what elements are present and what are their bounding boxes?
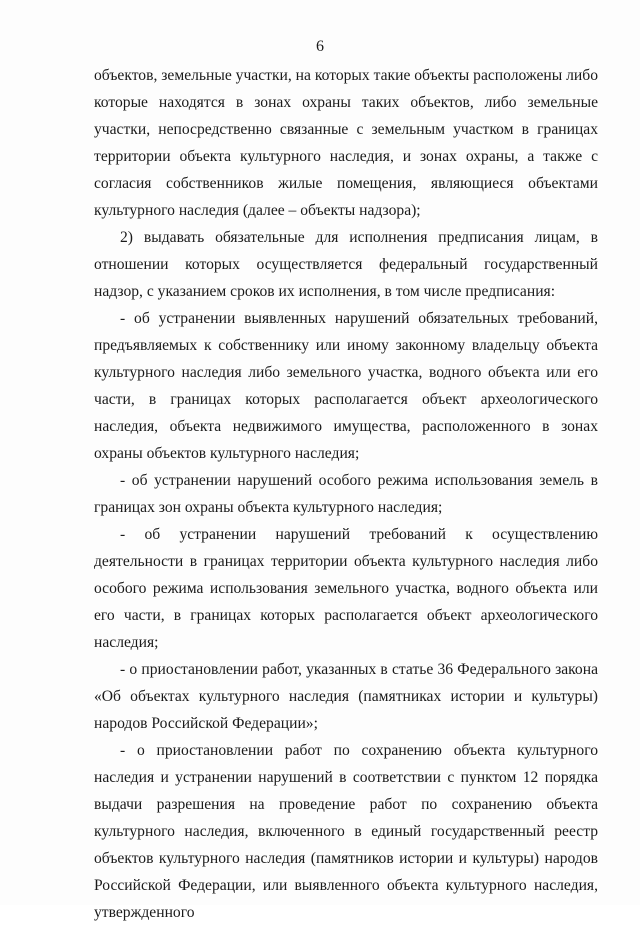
page-number: 6 (316, 38, 324, 55)
paragraph-issue-orders: 2) выдавать обязательные для исполнения предписания лицам, в отношении которых осуществляется федеральный государственный надзор, с указанием сроков их исполнения, в том числе предписания: (94, 229, 598, 300)
document-body (94, 62, 598, 926)
paragraph-order-eliminate-violations: - об устранении выявленных нарушений обязательных требований, предъявляемых к собственнику или иному законному владельцу объекта культурного наследия либо земельного участка, водного объекта или его части, в границах которых располагается объект археологического наследия, объекта недвижимого имущества, расположенного в зонах охраны объектов культурного наследия; (94, 310, 598, 462)
paragraph-order-suspend-works-art36: - о приостановлении работ, указанных в статье 36 Федерального закона «Об объектах культурного наследия (памятниках истории и культуры) народов Российской Федерации»; (94, 661, 598, 732)
paragraph-objects-of-supervision: объектов, земельные участки, на которых такие объекты расположены либо которые находятся в зонах охраны таких объектов, либо земельные участки, непосредственно связанные с земельным участком в границах территории объекта культурного наследия, и зонах охраны, а также с согласия собственников жилые помещения, являющиеся объектами культурного наследия (далее – объекты надзора); (94, 67, 598, 219)
paragraph-order-land-use-regime: - об устранении нарушений особого режима использования земель в границах зон охраны объекта культурного наследия; (94, 472, 598, 516)
paragraph-order-activity-requirements: - об устранении нарушений требований к осуществлению деятельности в границах территории объекта культурного наследия либо особого режима использования земельного участка, водного объекта или его части, в границах которых располагается объект археологического наследия; (94, 526, 598, 651)
paragraph-order-suspend-preservation-works: - о приостановлении работ по сохранению объекта культурного наследия и устранении нарушений в соответствии с пунктом 12 порядка выдачи разрешения на проведение работ по сохранению объекта культурного наследия, включенного в единый государственный реестр объектов культурного наследия (памятников истории и культуры) народов Российской Федерации, или выявленного объекта культурного наследия, утвержденного (94, 742, 598, 921)
